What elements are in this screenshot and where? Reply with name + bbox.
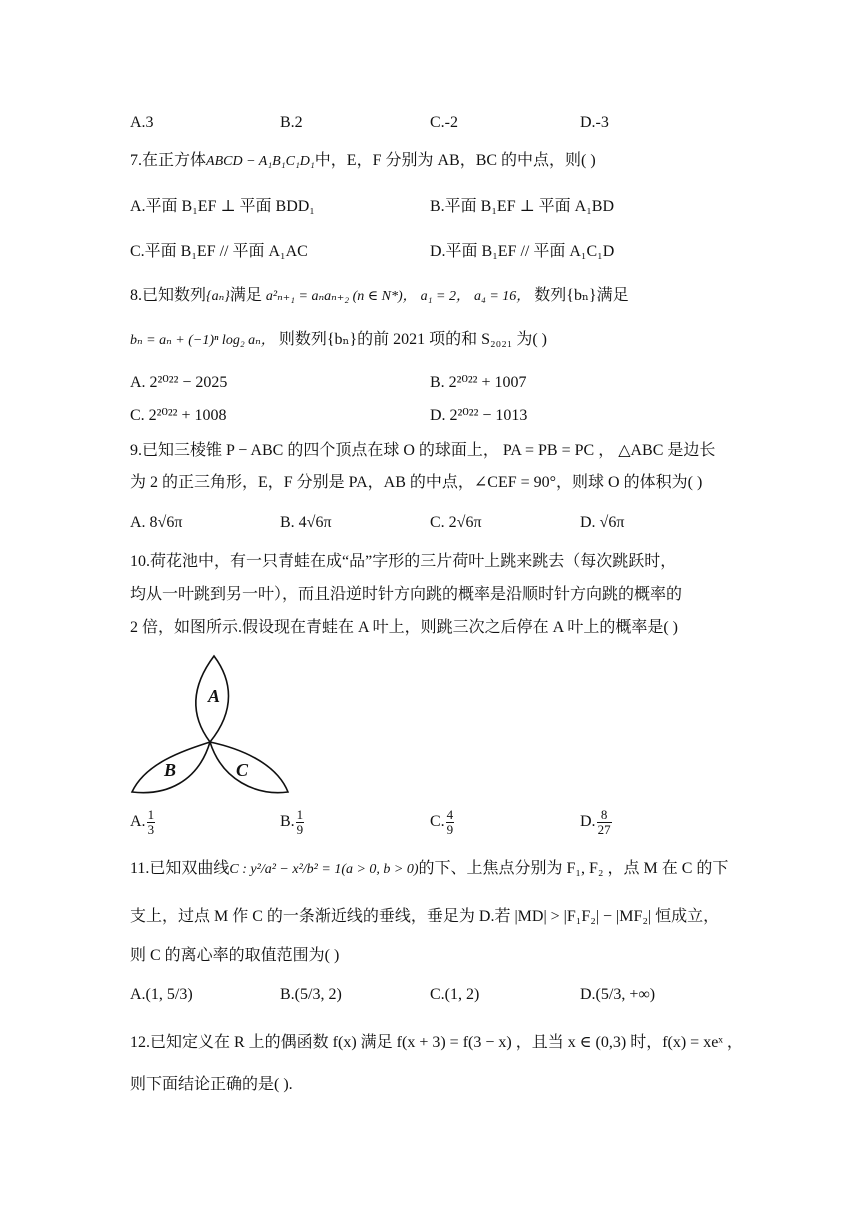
q10-option-b-denominator: 9: [296, 822, 304, 837]
q9-line1: 9.已知三棱锥 P − ABC 的四个顶点在球 O 的球面上， PA = PB = PC ， △ABC 是边长: [130, 442, 716, 459]
q9-option-d: D. √6π: [580, 514, 625, 531]
q7-option-d: D.平面 B₁EF // 平面 A₁C₁D: [430, 243, 615, 260]
q10-line2: 均从一叶跳到另一叶），而且沿逆时针方向跳的概率是沿顺时针方向跳的概率的: [130, 586, 683, 603]
q7-stem-mid: 中，E，F 分别为 AB，BC 的中点，则( ): [314, 152, 596, 169]
q10-option-a: [130, 808, 156, 837]
q8-option-d: D. 2²⁰²² − 1013: [430, 407, 528, 424]
q6-option-c: C.-2: [430, 114, 458, 131]
q11-line2: 支上，过点 M 作 C 的一条渐近线的垂线，垂足为 D.若 |MD| > |F₁F₂| − |MF₂| 恒成立，: [130, 908, 720, 925]
q7-option-a: A.平面 B₁EF ⊥ 平面 BDD₁: [130, 198, 315, 215]
q10-option-d-prefix: D.: [580, 813, 596, 831]
q11-hyperbola-equation: C : y²/a² − x²/b² = 1(a > 0, b > 0): [229, 862, 419, 877]
q8-a4: a₄ = 16，: [473, 289, 531, 304]
q11-line3: 则 C 的离心率的取值范围为( ): [130, 947, 340, 964]
q7-stem-cube: ABCD − A₁B₁C₁D₁: [206, 154, 315, 169]
q12-line2: 则下面结论正确的是( ).: [130, 1076, 293, 1093]
q12-line1: 12.已知定义在 R 上的偶函数 f(x) 满足 f(x + 3) = f(3 − x) ，且当 x ∈ (0,3) 时，f(x) = xeˣ ，: [130, 1034, 743, 1051]
q10-option-d: [580, 808, 613, 837]
q8-text-a: 8.已知数列: [130, 287, 207, 304]
q6-option-d: D.-3: [580, 114, 609, 131]
q11-option-c: C.(1, 2): [430, 986, 480, 1003]
q8-a1: a₁ = 2，: [420, 289, 470, 304]
q10-option-a-numerator: 1: [147, 807, 155, 822]
q9-line2: 为 2 的正三角形，E，F 分别是 PA，AB 的中点，∠CEF = 90°，则球 O 的体积为( ): [130, 474, 703, 491]
q9-option-b: B. 4√6π: [280, 514, 332, 531]
q8-seq-a: {aₙ}: [206, 289, 230, 304]
q11-option-d: D.(5/3, +∞): [580, 986, 656, 1003]
q8-option-a: A. 2²⁰²² − 2025: [130, 374, 228, 391]
q9-option-c: C. 2√6π: [430, 514, 482, 531]
q10-option-b-prefix: B.: [280, 813, 295, 831]
q10-option-c: [430, 808, 455, 837]
q6-option-a: A.3: [130, 114, 154, 131]
q8-line2: [130, 329, 547, 352]
leaf-a-label: A: [208, 686, 221, 706]
q10-option-a-prefix: A.: [130, 813, 146, 831]
q9-option-a: A. 8√6π: [130, 514, 183, 531]
q10-option-d-numerator: 8: [597, 808, 612, 823]
q8-line2-text: 则数列{bₙ}的前 2021 项的和 S₂₀₂₁ 为( ): [278, 331, 548, 348]
q8-text-e: 数列{bₙ}满足: [534, 287, 629, 304]
q7-stem-prefix: 7.在正方体: [130, 152, 207, 169]
q8-recurrence: a²ₙ₊₁ = aₙaₙ₊₂ (n ∈ N*)，: [265, 289, 417, 304]
q10-line3: 2 倍，如图所示.假设现在青蛙在 A 叶上，则跳三次之后停在 A 叶上的概率是( ): [130, 619, 679, 636]
q10-option-a-denominator: 3: [147, 822, 155, 837]
q10-line1: 10.荷花池中，有一只青蛙在成“品”字形的三片荷叶上跳来跳去（每次跳跃时，: [130, 553, 677, 570]
q10-option-c-denominator: 9: [446, 822, 454, 837]
q7-option-c: C.平面 B₁EF // 平面 A₁AC: [130, 243, 308, 260]
leaf-c-label: C: [236, 760, 249, 780]
q10-option-c-prefix: C.: [430, 813, 445, 831]
q10-option-d-denominator: 27: [597, 822, 611, 837]
q8-line1: [130, 285, 629, 308]
leaf-b-label: B: [164, 760, 177, 780]
q8-text-b: 满足: [229, 287, 262, 304]
q8-option-c: C. 2²⁰²² + 1008: [130, 407, 227, 424]
q7-option-b: B.平面 B₁EF ⊥ 平面 A₁BD: [430, 198, 615, 215]
q11-option-b: B.(5/3, 2): [280, 986, 342, 1003]
q7-stem: [130, 150, 596, 173]
q11-text-b: 的下、上焦点分别为 F₁, F₂ ，点 M 在 C 的下: [418, 860, 729, 877]
q11-text-a: 11.已知双曲线: [130, 860, 230, 877]
q11-line1: [130, 858, 728, 881]
q10-option-b-numerator: 1: [296, 807, 304, 822]
q10-option-c-numerator: 4: [446, 807, 454, 822]
q8-option-b: B. 2²⁰²² + 1007: [430, 374, 527, 391]
q6-option-b: B.2: [280, 114, 303, 131]
q11-option-a: A.(1, 5/3): [130, 986, 193, 1003]
q8-bn-formula: bₙ = aₙ + (−1)ⁿ log₂ aₙ，: [130, 333, 275, 348]
lotus-leaf-figure: [126, 650, 296, 800]
q10-option-b: [280, 808, 305, 837]
leaf-c-shape: [210, 742, 288, 793]
